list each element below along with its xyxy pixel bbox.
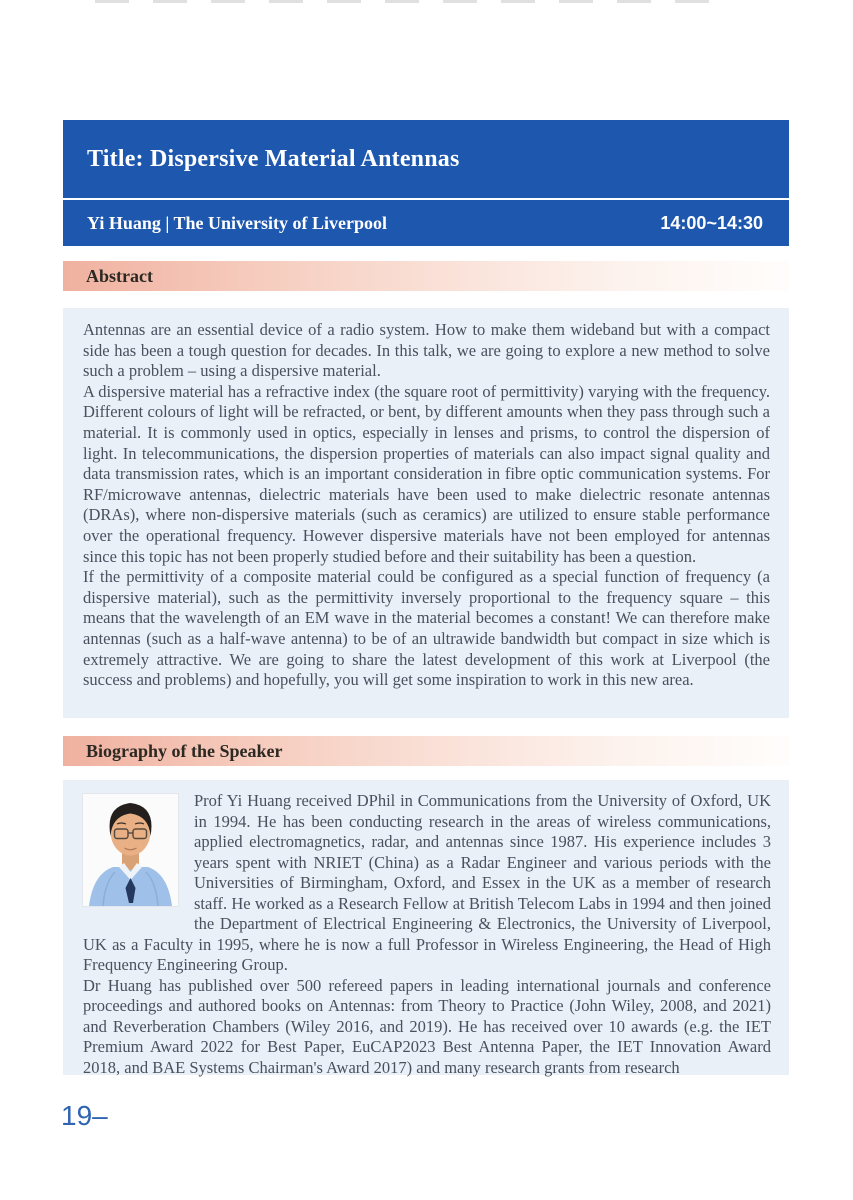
abstract-heading-bar — [63, 261, 789, 291]
abstract-heading: Abstract — [86, 265, 153, 286]
session-banner — [63, 120, 789, 246]
scan-artifact-top-edge — [95, 0, 715, 3]
biography-heading: Biography of the Speaker — [86, 740, 283, 761]
speaker-name: Yi Huang | The University of Liverpool — [87, 212, 387, 233]
abstract-body — [63, 308, 789, 718]
abstract-paragraph: If the permittivity of a composite material could be configured as a special function of frequency (a dispersive material), such as the permittivity inversely proportional to the frequency square – this means that the wavelength of an EM wave in the material becomes a constant! We can therefore make antennas (such as a half-wave antenna) to be of an ultrawide bandwidth but compact in size which is extremely attractive. We are going to share the latest development of this work at Liverpool (the success and problems) and hopefully, you will get some inspiration to work in this new area. — [83, 567, 770, 690]
page-number: 19– — [61, 1100, 108, 1131]
session-time: 14:00~14:30 — [660, 212, 763, 233]
speaker-portrait-illustration — [83, 794, 178, 906]
speaker-portrait-photo — [83, 794, 178, 906]
biography-paragraph: Dr Huang has published over 500 refereed papers in leading international journals and conference proceedings and authored books on Antennas: from Theory to Practice (John Wiley, 2008, and 2021) and Reverberation Chambers (Wiley 2016, and 2019). He has received over 10 awards (e.g. the IET Premium Award 2022 for Best Paper, EuCAP2023 Best Antenna Paper, the IET Innovation Award 2018, and BAE Systems Chairman's Award 2017) and many research grants from research — [83, 975, 771, 1077]
session-title: Title: Dispersive Material Antennas — [87, 145, 460, 172]
biography-heading-bar — [63, 736, 789, 766]
biography-paragraph: Prof Yi Huang received DPhil in Communications from the University of Oxford, UK in 1994. He has been conducting research in the areas of wireless communications, applied electromagnetics, radar, and antennas since 1987. His experience includes 3 years spent with NRIET (China) as a Radar Engineer and various periods with the Universities of Birmingham, Oxford, and Essex in the UK as a member of research staff. He worked as a Research Fellow at British Telecom Labs in 1994 and then joined the Department of Electrical Engineering & Electronics, the University of Liverpool, UK as a Faculty in 1995, where he is now a full Professor in Wireless Engineering, the Head of High Frequency Engineering Group. — [83, 791, 771, 974]
session-speaker-bar — [63, 200, 789, 246]
biography-body — [63, 780, 789, 1075]
abstract-paragraph: A dispersive material has a refractive index (the square root of permittivity) varying with the frequency. Different colours of light will be refracted, or bent, by different amounts when they pass through such a material. It is commonly used in optics, especially in lenses and prisms, to control the dispersion of light. In telecommunications, the dispersion properties of materials can also impact signal quality and data transmission rates, which is an important consideration in fibre optic communication systems. For RF/microwave antennas, dielectric materials have been used to make dielectric resonate antennas (DRAs), where non-dispersive materials (such as ceramics) are utilized to ensure stable performance over the operational frequency. However dispersive materials have not been employed for antennas since this topic has not been properly studied before and their suitability has been a question. — [83, 381, 770, 566]
session-title-bar — [63, 120, 789, 198]
abstract-paragraph: Antennas are an essential device of a radio system. How to make them wideband but with a compact side has been a tough question for decades. In this talk, we are going to explore a new method to solve such a problem – using a dispersive material. — [83, 320, 770, 381]
